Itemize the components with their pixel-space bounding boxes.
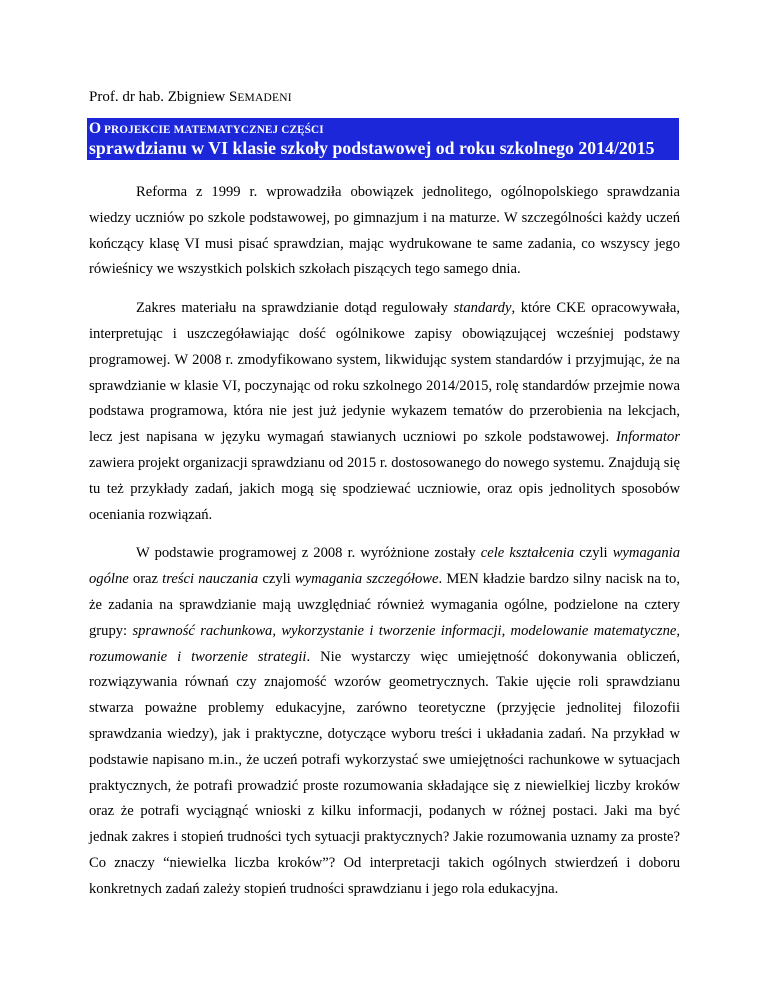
author-line bbox=[89, 88, 292, 107]
italic-term: wymagania ogólne bbox=[89, 545, 680, 588]
title-initial: O bbox=[89, 120, 102, 137]
italic-term: treści nauczania bbox=[162, 571, 259, 588]
title-line-1 bbox=[89, 121, 324, 138]
paragraph-text: , które CKE opracowywała, interpretując i uszczegóławiając dość ogólnikowe zapisy obowiązującej wcześniej podstawy programowej. W 2008 r. zmodyfikowano system, likwidując system standardów i przyjmując, że na sprawdzianie w klasie VI, poczynając od roku szkolnego 2014/2015, rolę standardów przejmie nowa podstawa programowa, która nie jest już jedynie wykazem tematów do przerobienia na lekcjach, lecz jest napisana w języku wymagań stawianych uczniowi po szkole podstawowej. bbox=[89, 300, 680, 446]
paragraph-text: Zakres materiału na sprawdzianie dotąd regulowały bbox=[136, 300, 454, 317]
paragraph-text: czyli bbox=[574, 545, 613, 562]
title-banner bbox=[87, 118, 679, 160]
italic-term: standardy bbox=[453, 300, 512, 317]
paragraph-text: W podstawie programowej z 2008 r. wyróżnione zostały bbox=[136, 545, 481, 562]
italic-term: cele kształcenia bbox=[480, 545, 575, 562]
paragraph-text: Reforma z 1999 r. wprowadziła obowiązek jednolitego, ogólnopolskiego sprawdzania wiedzy uczniów po szkole podstawowej, po gimnazjum i na maturze. W szczególności każdy uczeń kończący klasę VI musi pisać sprawdzian, mając wydrukowane te same zadania, co wszyscy jego rówieśnicy we wszystkich polskich szkołach piszących tego samego dnia. bbox=[89, 184, 680, 278]
paragraph-text: . MEN kładzie bardzo silny nacisk na to, że zadania na sprawdzianie mają uwzględniać również wymagania ogólne, podzielone na cztery grupy: bbox=[89, 571, 680, 639]
paragraph-3 bbox=[89, 541, 680, 902]
italic-term: Informator bbox=[615, 429, 680, 446]
italic-term: sprawność rachunkowa, wykorzystanie i tworzenie informacji, modelowanie matematyczne, rozumowanie i tworzenie strategii bbox=[89, 622, 680, 665]
paragraph-1 bbox=[89, 180, 680, 283]
title-line-2: sprawdzianu w VI klasie szkoły podstawowej od roku szkolnego 2014/2015 bbox=[89, 138, 655, 158]
author-name: Prof. dr hab. Zbigniew S bbox=[89, 89, 238, 105]
italic-term: wymagania szczegółowe bbox=[294, 571, 439, 588]
paragraph-text: . Nie wystarczy więc umiejętność dokonywania obliczeń, rozwiązywania równań czy znajomość wzorów geometrycznych. Takie ujęcie roli sprawdzianu stwarza poważne problemy edukacyjne, zarówno teoretyczne (przyjęcie jednolitej filozofii sprawdzania wiedzy), jak i praktyczne, dotyczące wyboru treści i układania zadań. Na przykład w podstawie napisano m.in., że uczeń potrafi wykorzystać swe umiejętności rachunkowe w sytuacjach praktycznych, że potrafi prowadzić proste rozumowania składające się z niewielkiej liczby kroków oraz że potrafi wyciągnąć wnioski z kilku informacji, podanych w różnej postaci. Jaki ma być jednak zakres i stopień trudności tych sytuacji praktycznych? Jakie rozumowania uznamy za proste? Co znaczy “niewielka liczba kroków”? Od interpretacji takich ogólnych stwierdzeń i doboru konkretnych zadań zależy stopień trudności sprawdzianu i jego rola edukacyjna. bbox=[89, 648, 680, 897]
paragraph-text: oraz bbox=[128, 571, 163, 588]
paragraph-text: zawiera projekt organizacji sprawdzianu od 2015 r. dostosowanego do nowego systemu. Znajdują się tu też przykłady zadań, jakich mogą się spodziewać uczniowie, oraz opis jednolitych sposobów oceniania rozwiązań. bbox=[89, 454, 680, 523]
body-text bbox=[89, 180, 680, 903]
title-smallcaps: PROJEKCIE MATEMATYCZNEJ CZĘŚCI bbox=[101, 124, 324, 136]
paragraph-2 bbox=[89, 296, 680, 528]
paragraph-text: czyli bbox=[258, 571, 295, 588]
author-surname-smallcaps: EMADENI bbox=[237, 92, 292, 104]
